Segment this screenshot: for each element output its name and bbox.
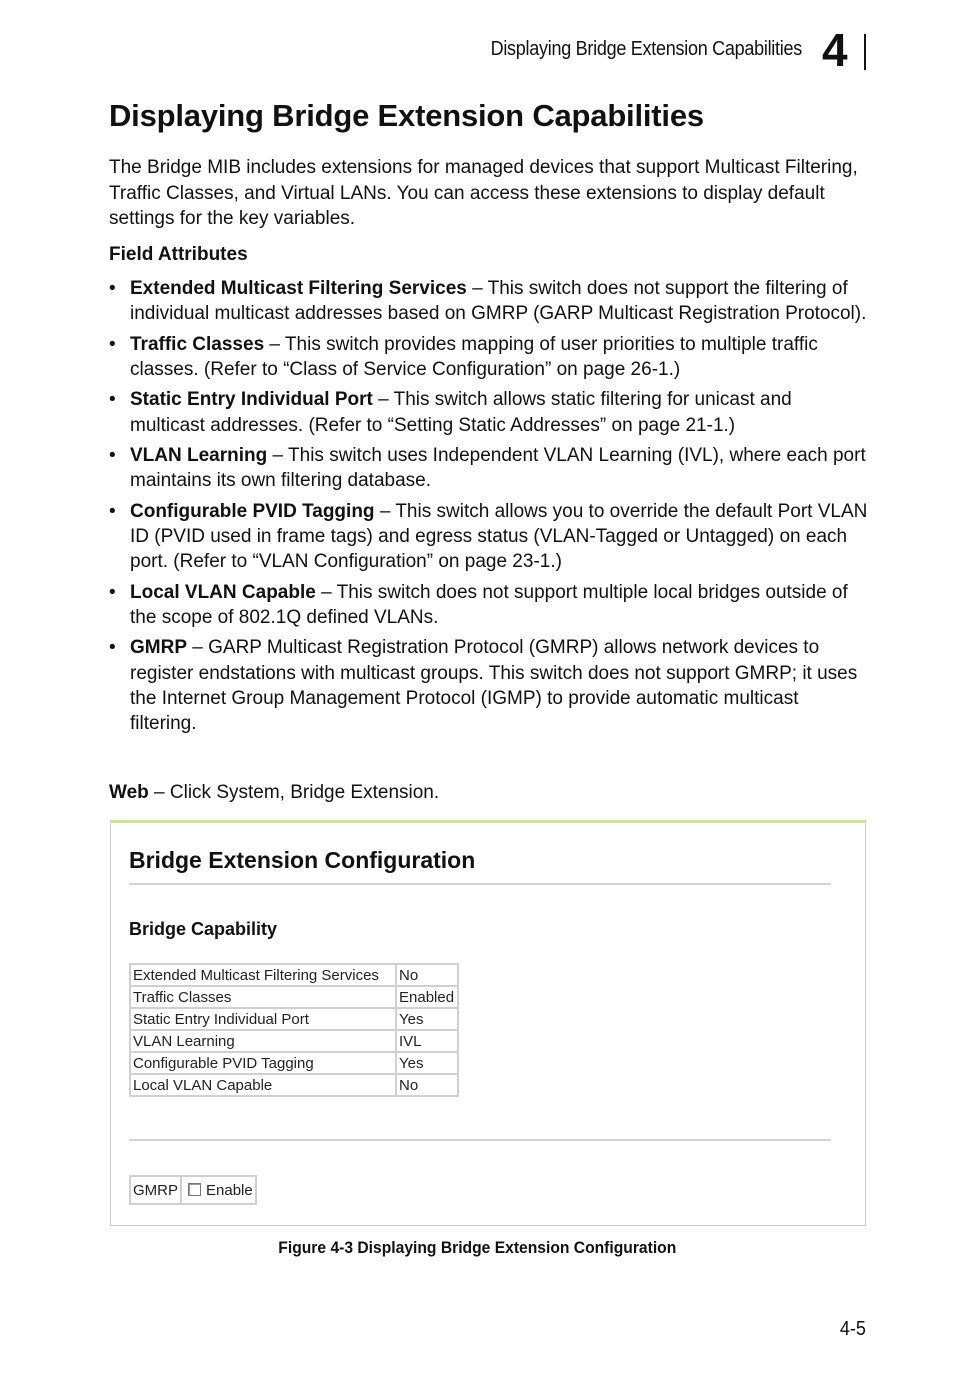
capability-name: VLAN Learning bbox=[130, 1030, 396, 1052]
list-item: • Configurable PVID Tagging – This switch allows you to override the default Port VLAN ID (PVID used in frame tags) and egress status (VLAN-Tagged or Untagged) on each port. (Refer to “VLAN Configuration” on page 23-1.) bbox=[109, 500, 868, 573]
gmrp-enable-checkbox[interactable] bbox=[188, 1183, 201, 1196]
list-item: • Local VLAN Capable – This switch does not support multiple local bridges outside of the scope of 802.1Q defined VLANs. bbox=[109, 581, 848, 628]
figure-divider bbox=[129, 1139, 831, 1141]
chapter-number: 4 bbox=[822, 24, 848, 76]
table-row bbox=[130, 1052, 458, 1074]
list-item: • GMRP – GARP Multicast Registration Protocol (GMRP) allows network devices to register endstations with multicast groups. This switch does not support GMRP; it uses the Internet Group Management Protocol (IGMP) to provide automatic multicast filtering. bbox=[109, 637, 858, 735]
capability-value: Yes bbox=[396, 1008, 458, 1030]
capability-name: Static Entry Individual Port bbox=[130, 1008, 396, 1030]
attr-term: Static Entry Individual Port bbox=[130, 389, 373, 411]
table-row bbox=[130, 1176, 256, 1204]
figure-caption bbox=[0, 1238, 954, 1258]
table-row bbox=[130, 964, 458, 986]
figure-screenshot bbox=[110, 820, 866, 1226]
running-head: Displaying Bridge Extension Capabilities bbox=[490, 38, 802, 60]
list-item: • Static Entry Individual Port – This switch allows static filtering for unicast and multicast addresses. (Refer to “Setting Static Addresses” on page 21-1.) bbox=[109, 389, 792, 436]
attr-desc: – This switch does not support the filtering of individual multicast addresses based on GMRP (GARP Multicast Registration Protocol). bbox=[130, 278, 867, 325]
capability-value: No bbox=[396, 1074, 458, 1096]
capability-value: IVL bbox=[396, 1030, 458, 1052]
gmrp-table bbox=[129, 1175, 257, 1205]
bridge-capability-table bbox=[129, 963, 459, 1097]
caption-text: Figure 4-3 Displaying Bridge Extension Configuration bbox=[277, 1238, 676, 1257]
list-item: • VLAN Learning – This switch uses Independent VLAN Learning (IVL), where each port maintains its own filtering database. bbox=[109, 445, 866, 492]
attr-desc: – This switch allows static filtering for unicast and multicast addresses. (Refer to “Setting Static Addresses” on page 21-1.) bbox=[130, 389, 792, 436]
attr-term: Extended Multicast Filtering Services bbox=[130, 278, 467, 299]
attr-desc: – This switch provides mapping of user priorities to multiple traffic classes. (Refer to “Class of Service Configuration” on page 26-1.) bbox=[130, 333, 818, 380]
attr-term: GMRP bbox=[130, 637, 187, 659]
web-instruction bbox=[109, 782, 439, 804]
attr-desc: – This switch uses Independent VLAN Learning (IVL), where each port maintains its own filtering database. bbox=[130, 445, 866, 492]
table-row bbox=[130, 986, 458, 1008]
figure-title: Bridge Extension Configuration bbox=[129, 847, 476, 873]
table-row bbox=[130, 1030, 458, 1052]
gmrp-label: GMRP bbox=[130, 1176, 181, 1204]
web-label: Web bbox=[109, 782, 149, 803]
intro-paragraph: The Bridge MIB includes extensions for managed devices that support Multicast Filtering, Traffic Classes, and Virtual LANs. You can access these extensions to display default settings for the key variables. bbox=[109, 157, 858, 229]
attr-term: Local VLAN Capable bbox=[130, 581, 316, 603]
gmrp-enable-cell[interactable] bbox=[181, 1176, 256, 1204]
capability-value: No bbox=[396, 964, 458, 986]
chapter-rule bbox=[864, 34, 866, 70]
attr-desc: – This switch allows you to override the default Port VLAN ID (PVID used in frame tags) and egress status (VLAN-Tagged or Untagged) on each port. (Refer to “VLAN Configuration” on page 23-1.) bbox=[130, 500, 868, 573]
table-row bbox=[130, 1008, 458, 1030]
figure-divider bbox=[129, 883, 831, 885]
capability-name: Extended Multicast Filtering Services bbox=[130, 964, 396, 986]
capability-value: Enabled bbox=[396, 986, 458, 1008]
capability-name: Local VLAN Capable bbox=[130, 1074, 396, 1096]
attr-desc: – GARP Multicast Registration Protocol (GMRP) allows network devices to register endstations with multicast groups. This switch does not support GMRP; it uses the Internet Group Management Protocol (IGMP) to provide automatic multicast filtering. bbox=[130, 637, 858, 735]
figure-subtitle: Bridge Capability bbox=[129, 919, 278, 939]
capability-value: Yes bbox=[396, 1052, 458, 1074]
attr-desc: – This switch does not support multiple local bridges outside of the scope of 802.1Q defined VLANs. bbox=[130, 581, 848, 628]
field-attributes-heading: Field Attributes bbox=[109, 244, 248, 265]
attr-term: VLAN Learning bbox=[130, 445, 268, 467]
web-text: – Click System, Bridge Extension. bbox=[148, 782, 440, 803]
list-item: • Traffic Classes – This switch provides mapping of user priorities to multiple traffic classes. (Refer to “Class of Service Configuration” on page 26-1.) bbox=[109, 333, 818, 380]
attr-term: Traffic Classes bbox=[130, 333, 265, 355]
field-attributes-list bbox=[109, 276, 869, 742]
gmrp-enable-label: Enable bbox=[206, 1181, 253, 1199]
attr-term: Configurable PVID Tagging bbox=[130, 500, 375, 522]
page-title: Displaying Bridge Extension Capabilities bbox=[109, 98, 704, 133]
capability-name: Configurable PVID Tagging bbox=[130, 1052, 396, 1074]
capability-name: Traffic Classes bbox=[130, 986, 396, 1008]
page-number: 4-5 bbox=[839, 1318, 866, 1340]
table-row bbox=[130, 1074, 458, 1096]
list-item: • Extended Multicast Filtering Services – This switch does not support the filtering of individual multicast addresses based on GMRP (GARP Multicast Registration Protocol). bbox=[109, 278, 867, 325]
